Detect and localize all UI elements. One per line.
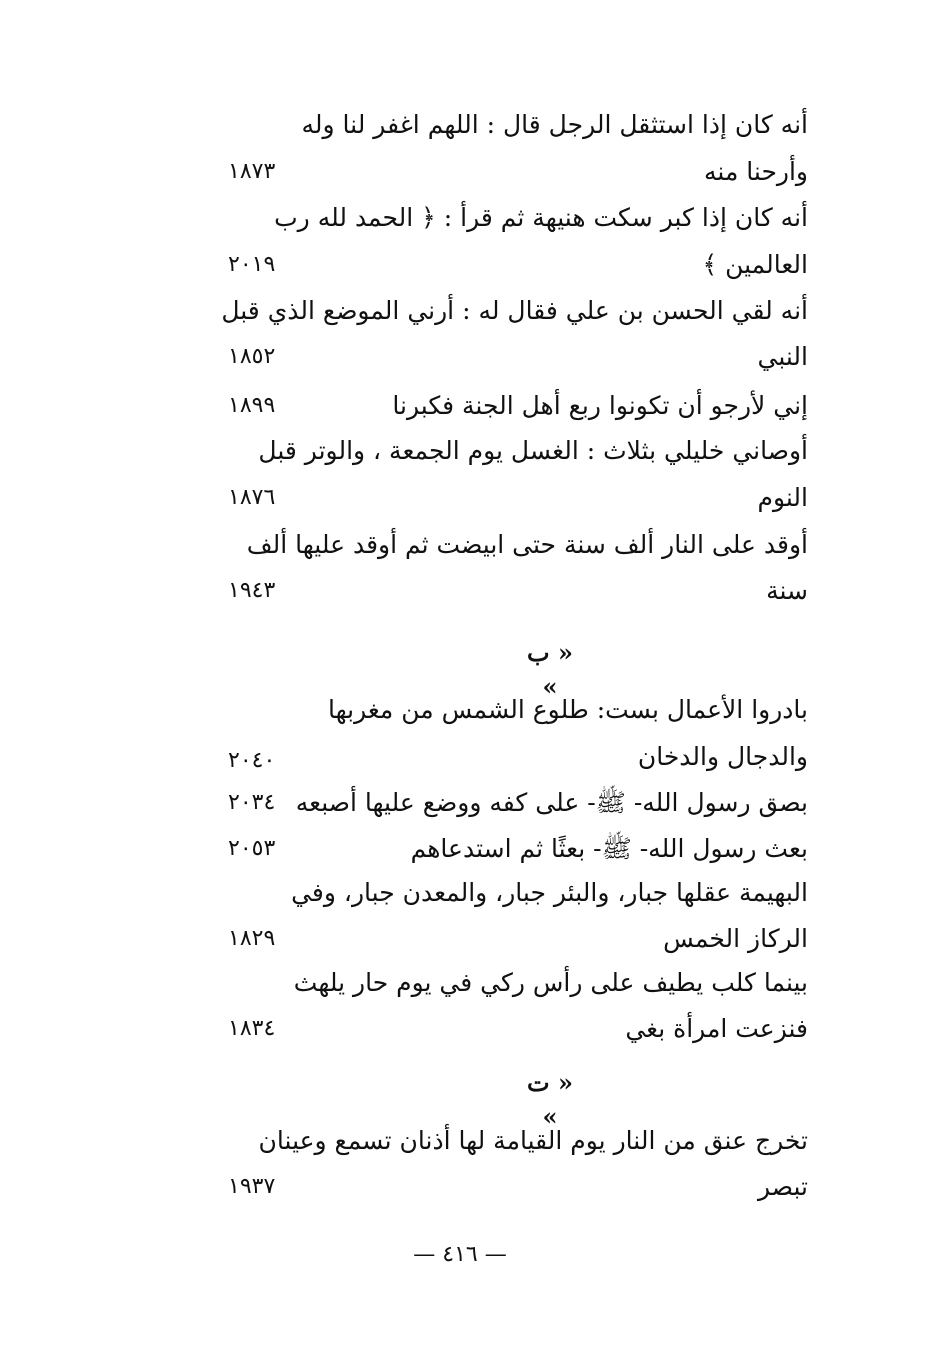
section-heading-ba: « ب »: [527, 638, 573, 701]
hadith-number: ١٨٣٤: [228, 1016, 276, 1041]
index-entry-line: إني لأرجو أن تكونوا ربع أهل الجنة فكبرنا: [392, 391, 808, 420]
page-number: — ٤١٦ —: [413, 1242, 507, 1267]
hadith-number: ١٩٤٣: [228, 578, 276, 603]
index-entry-line: بينما كلب يطيف على رأس ركي في يوم حار يلهث: [293, 968, 808, 997]
hadith-number: ٢٠٥٣: [228, 836, 276, 861]
index-entry-line: تخرج عنق من النار يوم القيامة لها أذنان تسمع وعينان: [258, 1126, 808, 1155]
index-entry-line: فنزعت امرأة بغي: [625, 1014, 808, 1043]
index-entry-line: بعث رسول الله- ﷺ- بعثًا ثم استدعاهم: [410, 834, 808, 863]
hadith-number: ١٨٢٩: [228, 926, 276, 951]
hadith-number: ٢٠٤٠: [228, 748, 276, 773]
hadith-number: ٢٠٣٤: [228, 790, 276, 815]
index-entry-line: العالمين ﴾: [702, 250, 808, 279]
index-entry-line: أوصاني خليلي بثلاث : الغسل يوم الجمعة ، والوتر قبل: [258, 436, 808, 465]
hadith-number: ١٩٣٧: [228, 1174, 276, 1199]
index-entry-line: بادروا الأعمال بست: طلوع الشمس من مغربها: [327, 695, 808, 724]
hadith-number: ٢٠١٩: [228, 252, 276, 277]
hadith-number: ١٨٩٩: [228, 393, 276, 418]
index-entry-line: أنه لقي الحسن بن علي فقال له : أرني الموضع الذي قبل: [221, 296, 808, 325]
index-entry-line: وأرحنا منه: [704, 157, 808, 186]
section-heading-ta: « ت »: [527, 1068, 573, 1131]
index-entry-line: سنة: [766, 576, 808, 605]
index-entry-line: بصق رسول الله- ﷺ- على كفه ووضع عليها أصبعه: [295, 788, 808, 817]
index-entry-line: النبي: [757, 342, 808, 371]
index-entry-line: النوم: [757, 483, 808, 512]
index-entry-line: تبصر: [758, 1172, 808, 1201]
index-entry-line: البهيمة عقلها جبار، والبئر جبار، والمعدن جبار، وفي: [291, 878, 808, 907]
hadith-number: ١٨٥٢: [228, 344, 276, 369]
index-entry-line: أوقد على النار ألف سنة حتى ابيضت ثم أوقد عليها ألف: [246, 530, 808, 559]
index-entry-line: والدجال والدخان: [637, 742, 808, 771]
index-entry-line: أنه كان إذا كبر سكت هنيهة ثم قرأ : ﴿ الحمد لله رب: [274, 203, 808, 232]
hadith-number: ١٨٧٦: [228, 485, 276, 510]
index-entry-line: أنه كان إذا استثقل الرجل قال : اللهم اغفر لنا وله: [301, 110, 808, 139]
hadith-number: ١٨٧٣: [228, 159, 276, 184]
index-entry-line: الركاز الخمس: [663, 924, 808, 953]
